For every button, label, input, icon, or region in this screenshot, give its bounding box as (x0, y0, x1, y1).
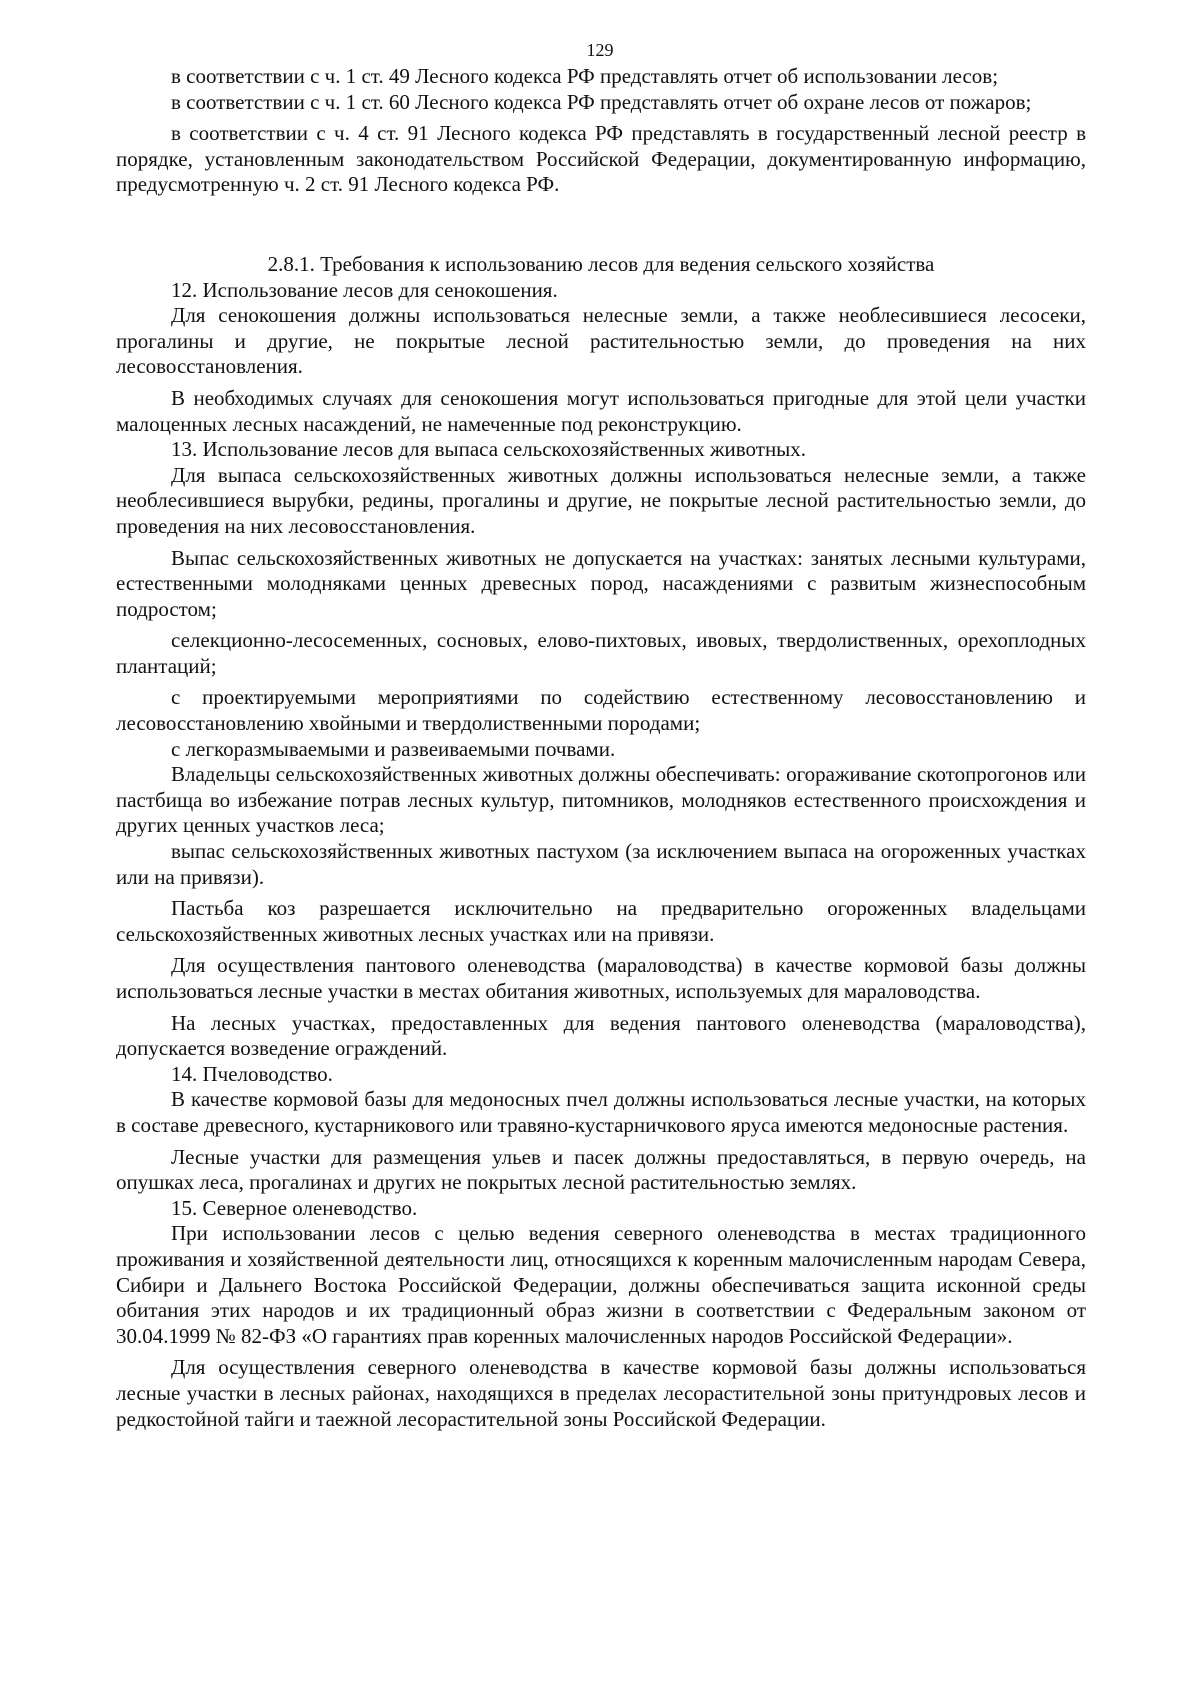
paragraph: селекционно-лесосеменных, сосновых, елово-пихтовых, ивовых, твердолиственных, орехоплодных плантаций; (116, 628, 1086, 678)
page-number: 129 (586, 40, 614, 60)
paragraph: с легкоразмываемыми и развеиваемыми почвами. (171, 736, 616, 761)
paragraph: 14. Пчеловодство. (171, 1061, 333, 1086)
paragraph: Для осуществления северного оленеводства в качестве кормовой базы должны использоваться лесные участки в лесных районах, находящихся в пределах лесорастительной зоны притундровых лесов и редкостойной тайги и таежной лесорастительной зоны Российской Федерации. (116, 1355, 1086, 1431)
paragraph: в соответствии с ч. 4 ст. 91 Лесного кодекса РФ представлять в государственный лесной реестр в порядке, установленным законодательством Российской Федерации, документированную информацию, предусмотренную ч. 2 ст. 91 Лесного кодекса РФ. (116, 121, 1086, 197)
section-spacer (116, 198, 1086, 252)
paragraph: с проектируемыми мероприятиями по содействию естественному лесовосстановлению и лесовосстановлению хвойными и твердолиственными породами; (116, 685, 1086, 736)
paragraph: 15. Северное оленеводство. (171, 1195, 418, 1220)
paragraph: В необходимых случаях для сенокошения могут использоваться пригодные для этой цели участки малоценных лесных насаждений, не намеченные под реконструкцию. (116, 385, 1086, 436)
paragraph: Пастьба коз разрешается исключительно на предварительно огороженных владельцами сельскохозяйственных животных лесных участках или на привязи. (116, 896, 1086, 946)
paragraph: 12. Использование лесов для сенокошения. (171, 277, 558, 302)
paragraph: 13. Использование лесов для выпаса сельскохозяйственных животных. (171, 437, 807, 462)
paragraph: Для выпаса сельскохозяйственных животных должны использоваться нелесные земли, а также необлесившиеся вырубки, редины, прогалины и другие, не покрытые лесной растительностью земли, до проведения на них лесовосстановления. (116, 462, 1086, 538)
paragraph: На лесных участках, предоставленных для ведения пантового оленеводства (мараловодства), допускается возведение ограждений. (116, 1010, 1086, 1061)
section-heading: 2.8.1. Требования к использованию лесов для ведения сельского хозяйства (267, 251, 935, 276)
paragraph: При использовании лесов с целью ведения северного оленеводства в местах традиционного проживания и хозяйственной деятельности лиц, относящихся к коренным малочисленным народам Севера, Сибири и Дальнего Востока Российской Федерации, должны обеспечиваться защита исконной среды обитания этих народов и их традиционный образ жизни в соответствии с Федеральным законом от 30.04.1999 № 82-ФЗ «О гарантиях прав коренных малочисленных народов Российской Федерации». (116, 1221, 1086, 1348)
document-body (116, 64, 1086, 1432)
paragraph: в соответствии с ч. 1 ст. 49 Лесного кодекса РФ представлять отчет об использовании лесов; (171, 64, 999, 88)
paragraph: выпас сельскохозяйственных животных пастухом (за исключением выпаса на огороженных участках или на привязи). (116, 839, 1086, 889)
paragraph: Для сенокошения должны использоваться нелесные земли, а также необлесившиеся лесосеки, прогалины и другие, не покрытые лесной растительностью земли, до проведения на них лесовосстановления. (116, 303, 1086, 379)
paragraph: Для осуществления пантового оленеводства (мараловодства) в качестве кормовой базы должны использоваться лесные участки в местах обитания животных, используемых для мараловодства. (116, 953, 1086, 1003)
paragraph: В качестве кормовой базы для медоносных пчел должны использоваться лесные участки, на которых в составе древесного, кустарникового или травяно-кустарничкового яруса имеются медоносные растения. (116, 1087, 1086, 1137)
paragraph: Лесные участки для размещения ульев и пасек должны предоставляться, в первую очередь, на опушках леса, прогалинах и других не покрытых лесной растительностью землях. (116, 1144, 1086, 1195)
paragraph: Владельцы сельскохозяйственных животных должны обеспечивать: огораживание скотопрогонов или пастбища во избежание потрав лесных культур, питомников, молодняков естественного происхождения и других ценных участков леса; (116, 762, 1086, 838)
paragraph: Выпас сельскохозяйственных животных не допускается на участках: занятых лесными культурами, естественными молодняками ценных древесных пород, насаждениями с развитым жизнеспособным подростом; (116, 545, 1086, 621)
paragraph: в соответствии с ч. 1 ст. 60 Лесного кодекса РФ представлять отчет об охране лесов от пожаров; (171, 89, 1032, 114)
